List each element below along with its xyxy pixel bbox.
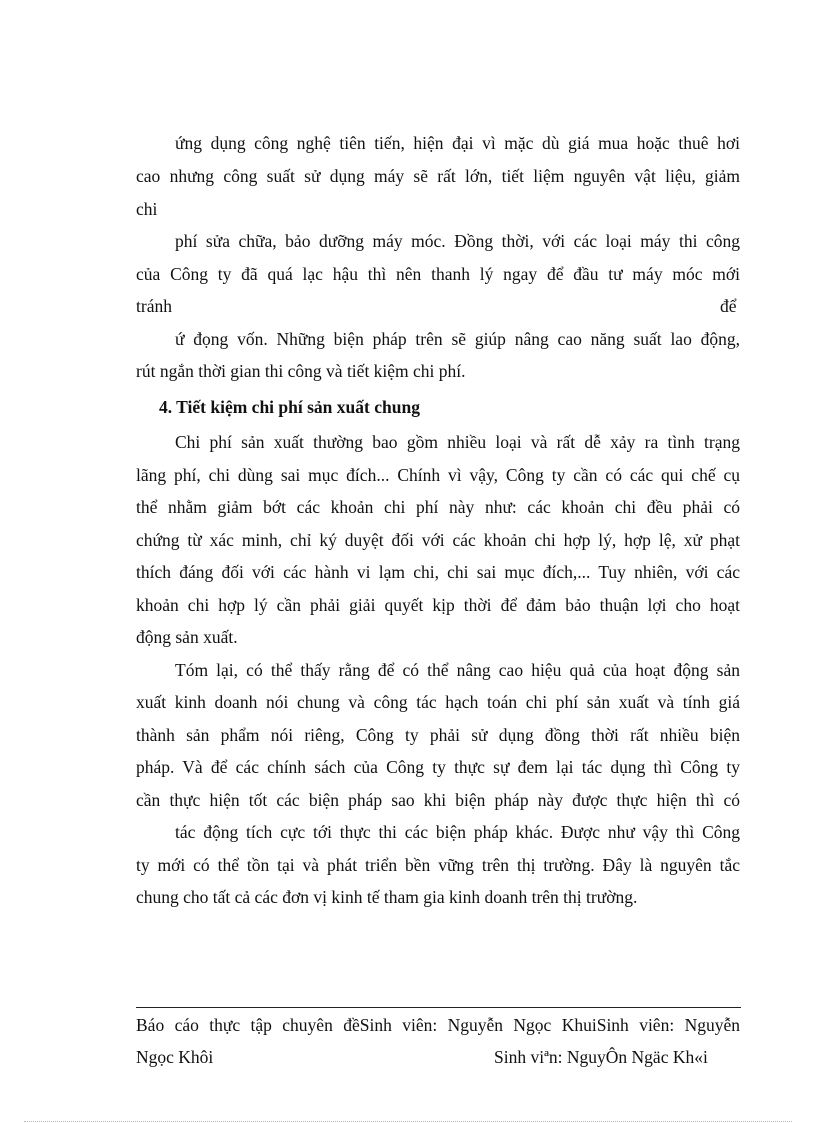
body-line: pháp. Và để các chính sách của Công ty thực sự đem lại tác dụng thì Công ty [136, 757, 740, 777]
body-line: ứ đọng vốn. Những biện pháp trên sẽ giúp nâng cao năng suất lao động, [175, 329, 740, 349]
body-line: cao nhưng công suất sử dụng máy sẽ rất lớn, tiết liệm nguyên vật liệu, giảm [136, 166, 740, 186]
page-edge [24, 1121, 792, 1122]
footer-divider [136, 1007, 741, 1008]
body-line: chung cho tất cả các đơn vị kinh tế tham gia kinh doanh trên thị trường. [136, 887, 638, 907]
body-line: thích đáng đối với các hành vi lạm chi, chi sai mục đích,... Tuy nhiên, với các [136, 562, 740, 582]
body-line: thành sản phẩm nói riêng, Công ty phải sử dụng đồng thời rất nhiều biện [136, 725, 740, 745]
body-line: khoản chi hợp lý cần phải giải quyết kịp thời để đảm bảo thuận lợi cho hoạt [136, 595, 740, 615]
body-line: để [720, 296, 737, 316]
body-line: của Công ty đã quá lạc hậu thì nên thanh lý ngay để đầu tư máy móc mới [136, 264, 740, 284]
body-line: Tóm lại, có thể thấy rằng để có thể nâng cao hiệu quả của hoạt động sản [175, 660, 740, 680]
section-heading: 4. Tiết kiệm chi phí sản xuất chung [159, 397, 420, 417]
body-line: ứng dụng công nghệ tiên tiến, hiện đại vì mặc dù giá mua hoặc thuê hơi [175, 133, 740, 153]
body-line: chứng từ xác minh, chỉ ký duyệt đối với các khoản chi hợp lý, hợp lệ, xử phạt [136, 530, 740, 550]
body-line: thể nhằm giảm bớt các khoản chi phí này như: các khoản chi đều phải có [136, 497, 740, 517]
body-line: chi [136, 199, 158, 219]
body-line: Chi phí sản xuất thường bao gồm nhiều loại và rất dễ xảy ra tình trạng [175, 432, 740, 452]
body-line: động sản xuất. [136, 627, 238, 647]
body-line: tránh [136, 296, 172, 316]
footer-author-garbled: Sinh viªn: NguyÔn Ngäc Kh«i [494, 1047, 708, 1067]
body-line: cần thực hiện tốt các biện pháp sao khi biện pháp này được thực hiện thì có [136, 790, 740, 810]
body-line: tác động tích cực tới thực thi các biện pháp khác. Được như vậy thì Công [175, 822, 740, 842]
body-line: lãng phí, chi dùng sai mục đích... Chính vì vậy, Công ty cần có các qui chế cụ [136, 465, 740, 485]
body-line: ty mới có thể tồn tại và phát triển bền vững trên thị trường. Đây là nguyên tắc [136, 855, 740, 875]
body-line: phí sửa chữa, bảo dưỡng máy móc. Đồng thời, với các loại máy thi công [175, 231, 740, 251]
body-line: xuất kinh doanh nói chung và công tác hạch toán chi phí sản xuất và tính giá [136, 692, 740, 712]
footer-line: Báo cáo thực tập chuyên đềSinh viên: Nguyễn Ngọc KhuiSinh viên: Nguyễn [136, 1015, 740, 1035]
body-line: rút ngắn thời gian thi công và tiết kiệm chi phí. [136, 361, 466, 381]
footer-author: Ngọc Khôi [136, 1047, 214, 1067]
